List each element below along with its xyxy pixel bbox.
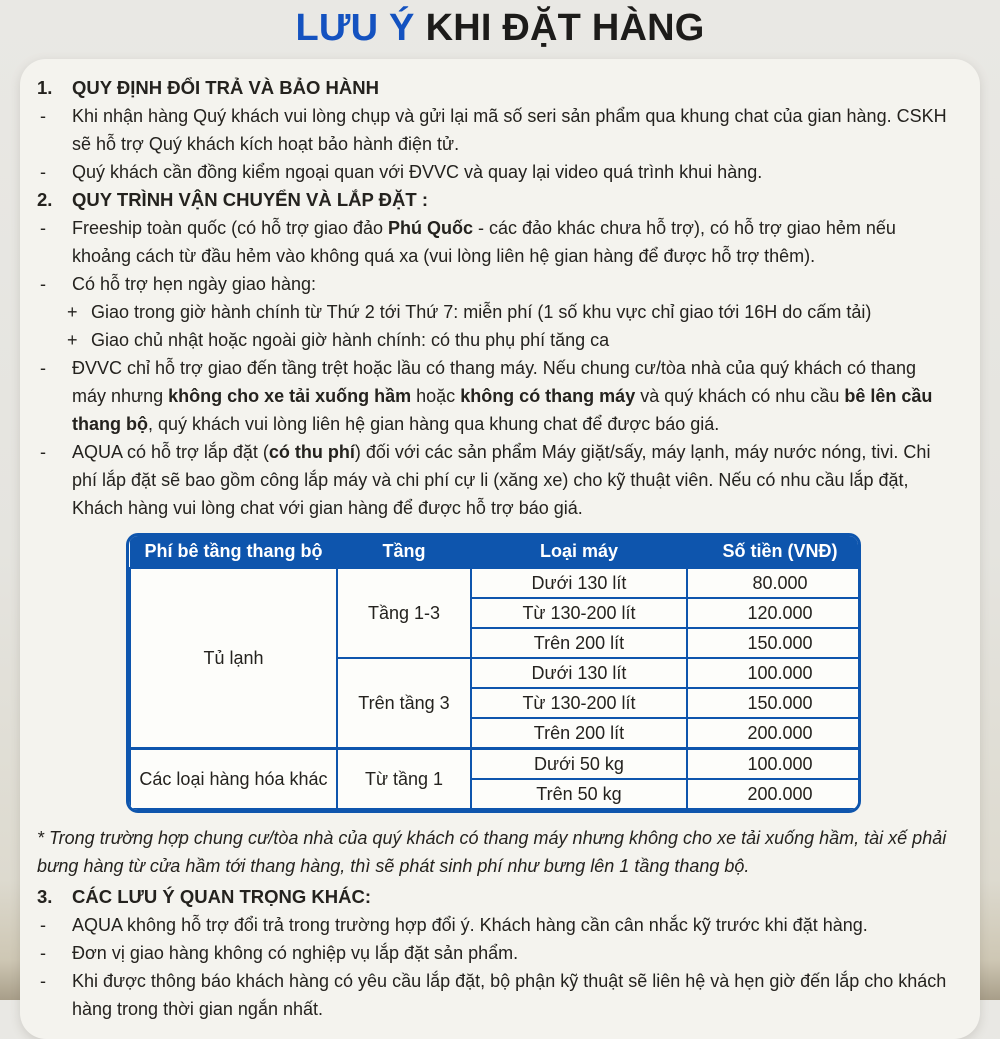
dash-marker: -: [40, 106, 46, 126]
text-segment: Khi nhận hàng Quý khách vui lòng chụp và gửi lại mã số seri sản phẩm qua khung chat của gian hàng. CSKH sẽ hỗ trợ Quý khách kích hoạt bảo hành điện tử.: [72, 106, 947, 154]
section-heading: [35, 883, 952, 911]
footnote: [37, 824, 952, 880]
sub-bullet-item: [65, 326, 952, 354]
text-segment: ) đối với các sản phẩm Máy giặt/sấy, máy lạnh, máy nước nóng, tivi. Chi phí lắp đặt sẽ bao gồm công lắp máy và chi phí cự li (xăng xe) cho kỹ thuật viên. Nếu có nhu cầu lắp đặt, Khách hàng vui lòng chat với gian hàng để được hỗ trợ báo giá.: [72, 442, 931, 518]
text-segment: Khi được thông báo khách hàng có yêu cầu lắp đặt, bộ phận kỹ thuật sẽ liên hệ và hẹn giờ đến lắp cho khách hàng trong thời gian ngắn nhất.: [72, 971, 947, 1019]
bullet-text: [72, 354, 952, 438]
bullet-item: [35, 354, 952, 438]
plus-marker: +: [67, 330, 78, 350]
dash-marker: -: [40, 943, 46, 963]
notes-content: [35, 74, 952, 1023]
text-segment: Có hỗ trợ hẹn ngày giao hàng:: [72, 274, 316, 294]
bullet-text: [72, 270, 952, 298]
dash-marker: -: [40, 442, 46, 462]
page-title: [0, 0, 1000, 59]
fee-table-header-cell: Phí bê tầng thang bộ: [130, 536, 337, 568]
text-segment: ĐVVC chỉ hỗ trợ giao đến tầng trệt hoặc lầu có thang máy. Nếu chung cư/tòa nhà của quý khách có thang máy nhưng: [72, 358, 917, 406]
fee-table-header-row: [130, 536, 861, 568]
bullet-text: [72, 102, 952, 158]
dash-marker: -: [40, 915, 46, 935]
text-segment: Giao trong giờ hành chính từ Thứ 2 tới Thứ 7: miễn phí (1 số khu vực chỉ giao tới 16H do cấm tải): [91, 302, 872, 322]
section-number: 2.: [37, 189, 53, 210]
machine-type-cell: Trên 200 lít: [471, 628, 687, 658]
plus-marker: +: [67, 302, 78, 322]
notes-card: [20, 59, 980, 1039]
floor-cell: Trên tầng 3: [337, 658, 471, 749]
item-cell: Tủ lạnh: [130, 568, 337, 749]
fee-table-head: [130, 536, 861, 568]
text-segment: và quý khách có nhu cầu: [635, 386, 845, 406]
price-cell: 150.000: [687, 628, 861, 658]
machine-type-cell: Từ 130-200 lít: [471, 688, 687, 718]
section-heading-text: QUY TRÌNH VẬN CHUYỂN VÀ LẮP ĐẶT :: [72, 189, 428, 210]
bold-text-segment: có thu phí: [268, 442, 355, 462]
text-segment: * Trong trường hợp chung cư/tòa nhà của quý khách có thang máy nhưng không cho xe tải xuống hầm, tài xế phải bưng hàng từ cửa hầm tới thang hàng, thì sẽ phát sinh phí như bưng lên 1 tầng thang bộ.: [37, 828, 947, 876]
price-cell: 200.000: [687, 779, 861, 809]
page-title-highlight: LƯU Ý: [295, 7, 415, 49]
price-cell: 120.000: [687, 598, 861, 628]
stair-carry-fee-table: [126, 533, 861, 813]
floor-cell: Từ tầng 1: [337, 749, 471, 810]
bullet-text: [91, 326, 952, 354]
sub-bullet-item: [65, 298, 952, 326]
bold-text-segment: không có thang máy: [460, 386, 636, 406]
bullet-text: [91, 298, 952, 326]
text-segment: - các đảo khác chưa hỗ trợ), có hỗ trợ giao hẻm nếu khoảng cách từ đầu hẻm vào không quá xa (vui lòng liên hệ gian hàng để được hỗ trợ thêm).: [72, 218, 896, 266]
bullet-text: [72, 911, 952, 939]
bullet-text: [72, 438, 952, 522]
bold-text-segment: không cho xe tải xuống hầm: [168, 386, 412, 406]
item-cell: Các loại hàng hóa khác: [130, 749, 337, 810]
dash-marker: -: [40, 971, 46, 991]
fee-table-body: [130, 568, 861, 809]
text-segment: AQUA có hỗ trợ lắp đặt (: [72, 442, 269, 462]
price-cell: 100.000: [687, 749, 861, 780]
text-segment: AQUA không hỗ trợ đổi trả trong trường hợp đổi ý. Khách hàng cần cân nhắc kỹ trước khi đặt hàng.: [72, 915, 868, 935]
price-cell: 80.000: [687, 568, 861, 598]
fee-table-header-cell: Loại máy: [471, 536, 687, 568]
floor-cell: Tầng 1-3: [337, 568, 471, 658]
bullet-item: [35, 438, 952, 522]
fee-table-row: [130, 568, 861, 598]
bold-text-segment: Phú Quốc: [388, 218, 473, 238]
section-heading: [35, 74, 952, 102]
machine-type-cell: Dưới 130 lít: [471, 568, 687, 598]
machine-type-cell: Trên 200 lít: [471, 718, 687, 749]
text-segment: Đơn vị giao hàng không có nghiệp vụ lắp đặt sản phẩm.: [72, 943, 519, 963]
bullet-item: [35, 967, 952, 1023]
bold-text-segment: bê lên cầu thang bộ: [72, 386, 933, 434]
fee-table-header-cell: Số tiền (VNĐ): [687, 536, 861, 568]
text-segment: Giao chủ nhật hoặc ngoài giờ hành chính: có thu phụ phí tăng ca: [91, 330, 610, 350]
dash-marker: -: [40, 162, 46, 182]
section-heading-text: QUY ĐỊNH ĐỔI TRẢ VÀ BẢO HÀNH: [72, 77, 379, 98]
bullet-text: [72, 214, 952, 270]
section-heading-text: CÁC LƯU Ý QUAN TRỌNG KHÁC:: [72, 886, 371, 907]
bullet-text: [72, 967, 952, 1023]
machine-type-cell: Dưới 130 lít: [471, 658, 687, 688]
fee-table-row: [130, 749, 861, 780]
dash-marker: -: [40, 218, 46, 238]
text-segment: hoặc: [411, 386, 461, 406]
bullet-item: [35, 214, 952, 270]
price-cell: 200.000: [687, 718, 861, 749]
machine-type-cell: Dưới 50 kg: [471, 749, 687, 780]
text-segment: , quý khách vui lòng liên hệ gian hàng qua khung chat để được báo giá.: [147, 414, 720, 434]
machine-type-cell: Trên 50 kg: [471, 779, 687, 809]
bullet-item: [35, 911, 952, 939]
text-segment: Quý khách cần đồng kiểm ngoại quan với ĐVVC và quay lại video quá trình khui hàng.: [72, 162, 763, 182]
text-segment: Freeship toàn quốc (có hỗ trợ giao đảo: [72, 218, 388, 238]
machine-type-cell: Từ 130-200 lít: [471, 598, 687, 628]
page-title-rest: KHI ĐẶT HÀNG: [425, 7, 705, 49]
bullet-item: [35, 158, 952, 186]
bullet-text: [72, 939, 952, 967]
price-cell: 100.000: [687, 658, 861, 688]
bullet-item: [35, 270, 952, 298]
bullet-item: [35, 939, 952, 967]
section-number: 1.: [37, 77, 53, 98]
dash-marker: -: [40, 358, 46, 378]
price-cell: 150.000: [687, 688, 861, 718]
section-number: 3.: [37, 886, 53, 907]
dash-marker: -: [40, 274, 46, 294]
section-heading: [35, 186, 952, 214]
bullet-text: [72, 158, 952, 186]
fee-table-header-cell: Tầng: [337, 536, 471, 568]
bullet-item: [35, 102, 952, 158]
fee-table: [129, 536, 861, 810]
